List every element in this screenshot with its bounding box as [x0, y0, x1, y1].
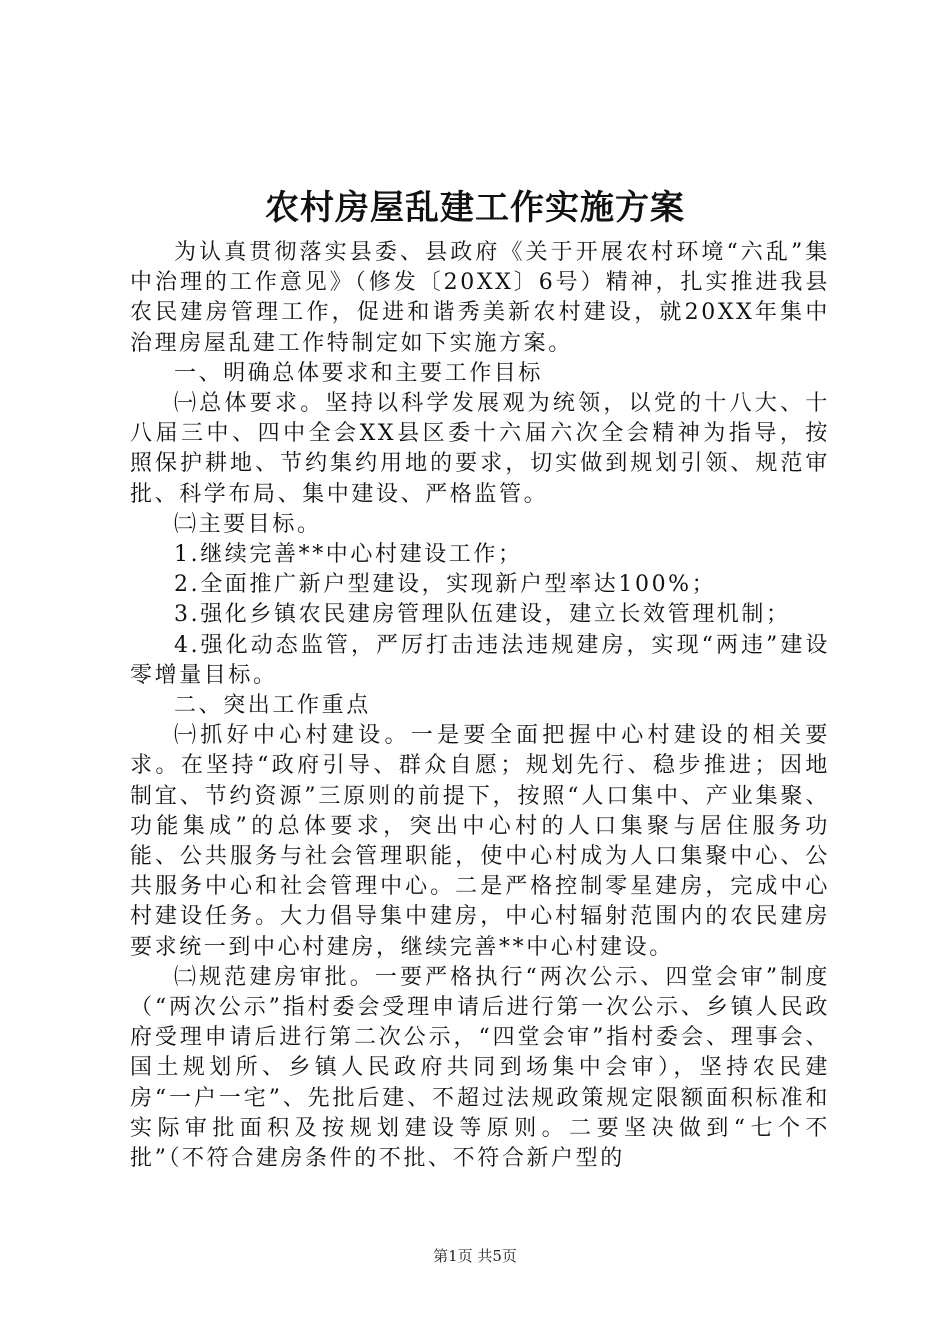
- goal-item-2: 2.全面推广新户型建设，实现新户型率达100%；: [174, 572, 717, 598]
- subheading-main-goals: ㈡主要目标。: [174, 511, 322, 537]
- goal-item-3: 3.强化乡镇农民建房管理队伍建设，建立长效管理机制；: [174, 602, 791, 628]
- paragraph-approval: ㈡规范建房审批。一要严格执行“两次公示、四堂会审”制度（“两次公示”指村委会受理申请后进行第一次公示、乡镇人民政府受理申请后进行第二次公示，“四堂会审”指村委会、理事会、国土规划所、乡镇人民政府共同到场集中会审），坚持农民建房“一户一宅”、先批后建、不超过法规政策规定限额面积标准和实际审批面积及按规划建设等原则。二要坚决做到“七个不批”（不符合建房条件的不批、不符合新户型的: [130, 964, 830, 1172]
- paragraph-central-village: ㈠抓好中心村建设。一是要全面把握中心村建设的相关要求。在坚持“政府引导、群众自愿；规划先行、稳步推进；因地制宜、节约资源”三原则的前提下，按照“人口集中、产业集聚、功能集成”的总体要求，突出中心村的人口集聚与居住服务功能、公共服务与社会管理职能，使中心村成为人口集聚中心、公共服务中心和社会管理中心。二是严格控制零星建房，完成中心村建设任务。大力倡导集中建房，中心村辐射范围内的农民建房要求统一到中心村建房，继续完善**中心村建设。: [130, 723, 830, 960]
- goal-item-1: 1.继续完善**中心村建设工作；: [174, 542, 523, 568]
- paragraph-intro: 为认真贯彻落实县委、县政府《关于开展农村环境“六乱”集中治理的工作意见》（修发〔20XX〕6号）精神，扎实推进我县农民建房管理工作，促进和谐秀美新农村建设，就20XX年集中治理房屋乱建工作特制定如下实施方案。: [130, 240, 830, 356]
- section-heading-2: 二、突出工作重点: [174, 693, 371, 719]
- document-body: [130, 238, 830, 1174]
- section-heading-1: 一、明确总体要求和主要工作目标: [174, 360, 544, 386]
- paragraph-overall-requirements: ㈠总体要求。坚持以科学发展观为统领，以党的十八大、十八届三中、四中全会XX县区委十六届六次全会精神为指导，按照保护耕地、节约集约用地的要求，切实做到规划引领、规范审批、科学布局、集中建设、严格监管。: [130, 391, 830, 507]
- goal-item-4: 4.强化动态监管，严厉打击违法违规建房，实现“两违”建设零增量目标。: [130, 632, 830, 688]
- document-title: 农村房屋乱建工作实施方案: [265, 188, 685, 228]
- page-footer: 第1页 共5页: [433, 1247, 517, 1265]
